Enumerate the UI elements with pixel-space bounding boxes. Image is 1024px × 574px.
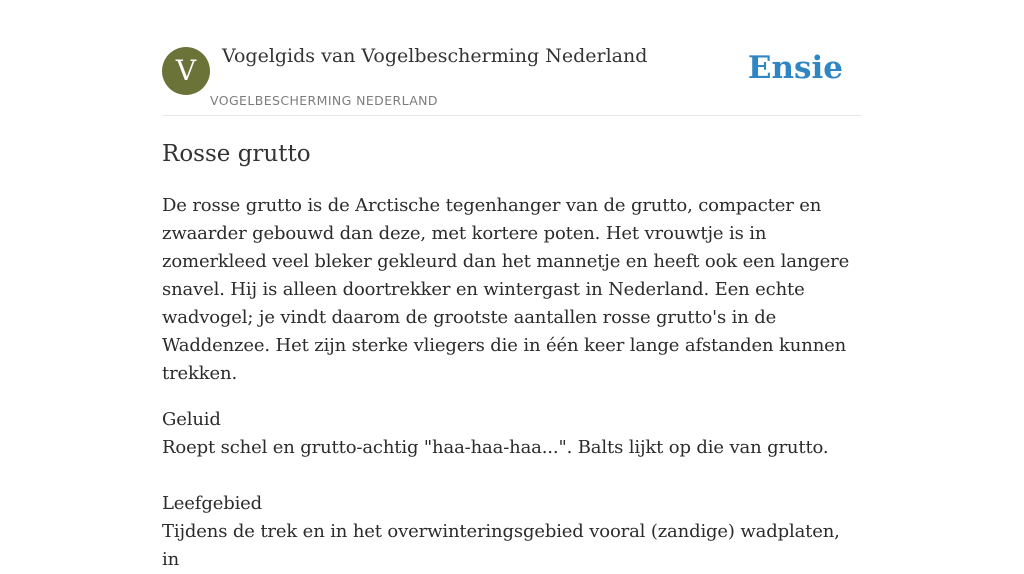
article-title: Rosse grutto: [162, 141, 311, 167]
source-avatar[interactable]: V: [162, 47, 210, 95]
section-heading: Geluid: [162, 409, 221, 430]
article-intro: De rosse grutto is de Arctische tegenhanger van de grutto, compacter en zwaarder gebouwd dan deze, met kortere poten. Het vrouwtje is in zomerkleed veel bleker gekleurd dan het mannetje en heeft ook een langere snavel. Hij is alleen doortrekker en wintergast in Nederland. Een echte wadvogel; je vindt daarom de grootste aantallen rosse grutto's in de Waddenzee. Het zijn sterke vliegers die in één keer lange afstanden kunnen trekken.: [162, 195, 850, 384]
source-header: [162, 0, 862, 116]
section-geluid: [162, 406, 852, 462]
article: [162, 137, 852, 574]
section-leefgebied: [162, 490, 852, 574]
source-title[interactable]: Vogelgids van Vogelbescherming Nederland: [222, 45, 648, 67]
section-text: Roept schel en grutto-achtig "haa-haa-haa...". Balts lijkt op die van grutto.: [162, 437, 829, 458]
section-heading: Leefgebied: [162, 493, 263, 514]
publisher-name[interactable]: VOGELBESCHERMING NEDERLAND: [210, 93, 438, 108]
section-text: Tijdens de trek en in het overwinteringsgebied vooral (zandige) wadplaten, in: [162, 521, 840, 570]
ensie-logo[interactable]: Ensie: [747, 50, 843, 86]
